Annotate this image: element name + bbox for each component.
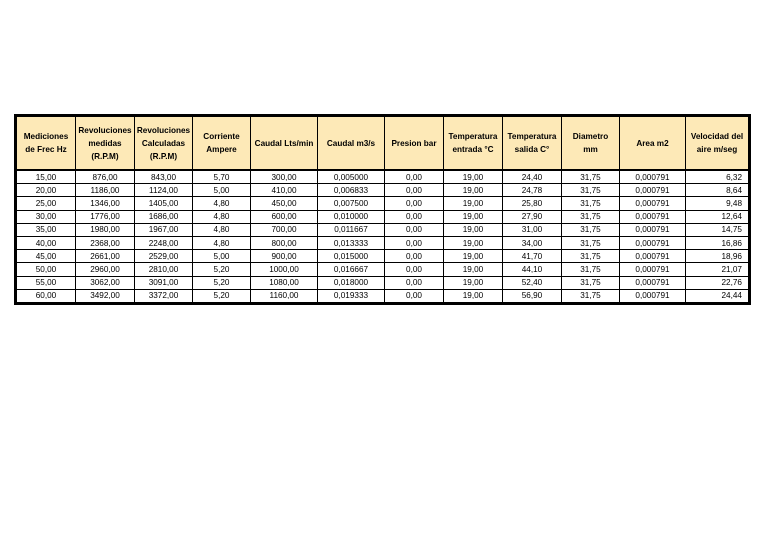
cell-diametro: 31,75 (562, 197, 620, 210)
cell-presion: 0,00 (385, 276, 444, 289)
cell-diametro: 31,75 (562, 250, 620, 263)
cell-caudal-lts: 1000,00 (251, 263, 318, 276)
cell-rpm-medidas: 3492,00 (76, 289, 135, 302)
table-row (17, 276, 749, 289)
cell-temp-salida: 31,00 (503, 223, 562, 236)
cell-frecuencia: 60,00 (17, 289, 76, 302)
cell-caudal-m3s: 0,010000 (318, 210, 385, 223)
cell-rpm-medidas: 2960,00 (76, 263, 135, 276)
cell-presion: 0,00 (385, 170, 444, 184)
cell-area: 0,000791 (620, 276, 686, 289)
header-rpm-medidas: Revoluciones medidas (R.P.M) (76, 117, 135, 171)
cell-diametro: 31,75 (562, 210, 620, 223)
cell-rpm-calculadas: 1405,00 (135, 197, 193, 210)
cell-corriente: 5,20 (193, 289, 251, 302)
cell-temp-entrada: 19,00 (444, 184, 503, 197)
cell-frecuencia: 20,00 (17, 184, 76, 197)
cell-velocidad: 16,86 (686, 236, 749, 249)
table-row (17, 184, 749, 197)
cell-diametro: 31,75 (562, 263, 620, 276)
cell-caudal-m3s: 0,013333 (318, 236, 385, 249)
cell-diametro: 31,75 (562, 289, 620, 302)
cell-presion: 0,00 (385, 250, 444, 263)
header-frecuencia: Mediciones de Frec Hz (17, 117, 76, 171)
cell-corriente: 5,00 (193, 250, 251, 263)
cell-temp-entrada: 19,00 (444, 289, 503, 302)
cell-diametro: 31,75 (562, 236, 620, 249)
cell-velocidad: 22,76 (686, 276, 749, 289)
cell-temp-entrada: 19,00 (444, 250, 503, 263)
cell-caudal-lts: 900,00 (251, 250, 318, 263)
cell-corriente: 4,80 (193, 223, 251, 236)
table-row (17, 170, 749, 184)
cell-frecuencia: 25,00 (17, 197, 76, 210)
cell-caudal-lts: 1080,00 (251, 276, 318, 289)
cell-rpm-medidas: 2661,00 (76, 250, 135, 263)
table-body (17, 170, 749, 302)
cell-presion: 0,00 (385, 197, 444, 210)
cell-rpm-medidas: 1186,00 (76, 184, 135, 197)
cell-frecuencia: 40,00 (17, 236, 76, 249)
cell-velocidad: 14,75 (686, 223, 749, 236)
cell-presion: 0,00 (385, 210, 444, 223)
cell-frecuencia: 45,00 (17, 250, 76, 263)
header-caudal-m3s: Caudal m3/s (318, 117, 385, 171)
header-velocidad: Velocidad del aire m/seg (686, 117, 749, 171)
cell-area: 0,000791 (620, 289, 686, 302)
cell-area: 0,000791 (620, 236, 686, 249)
cell-temp-salida: 52,40 (503, 276, 562, 289)
cell-corriente: 5,20 (193, 263, 251, 276)
cell-presion: 0,00 (385, 184, 444, 197)
cell-caudal-m3s: 0,006833 (318, 184, 385, 197)
cell-temp-salida: 24,40 (503, 170, 562, 184)
cell-caudal-m3s: 0,019333 (318, 289, 385, 302)
cell-presion: 0,00 (385, 263, 444, 276)
cell-rpm-calculadas: 2529,00 (135, 250, 193, 263)
cell-rpm-calculadas: 2248,00 (135, 236, 193, 249)
header-diametro: Diametro mm (562, 117, 620, 171)
cell-rpm-calculadas: 2810,00 (135, 263, 193, 276)
cell-rpm-calculadas: 1124,00 (135, 184, 193, 197)
table-row (17, 263, 749, 276)
cell-caudal-m3s: 0,005000 (318, 170, 385, 184)
cell-frecuencia: 30,00 (17, 210, 76, 223)
table-row (17, 197, 749, 210)
cell-area: 0,000791 (620, 170, 686, 184)
cell-corriente: 4,80 (193, 236, 251, 249)
cell-caudal-m3s: 0,018000 (318, 276, 385, 289)
header-area: Area m2 (620, 117, 686, 171)
cell-corriente: 5,00 (193, 184, 251, 197)
cell-caudal-lts: 300,00 (251, 170, 318, 184)
cell-temp-salida: 25,80 (503, 197, 562, 210)
cell-caudal-lts: 800,00 (251, 236, 318, 249)
cell-velocidad: 8,64 (686, 184, 749, 197)
cell-area: 0,000791 (620, 263, 686, 276)
cell-temp-salida: 27,90 (503, 210, 562, 223)
cell-velocidad: 6,32 (686, 170, 749, 184)
cell-area: 0,000791 (620, 197, 686, 210)
cell-area: 0,000791 (620, 184, 686, 197)
cell-velocidad: 12,64 (686, 210, 749, 223)
cell-rpm-medidas: 3062,00 (76, 276, 135, 289)
cell-caudal-lts: 700,00 (251, 223, 318, 236)
cell-caudal-m3s: 0,015000 (318, 250, 385, 263)
cell-presion: 0,00 (385, 236, 444, 249)
cell-caudal-lts: 1160,00 (251, 289, 318, 302)
table-row (17, 289, 749, 302)
cell-rpm-medidas: 1980,00 (76, 223, 135, 236)
cell-diametro: 31,75 (562, 276, 620, 289)
header-caudal-lts: Caudal Lts/min (251, 117, 318, 171)
cell-temp-salida: 24,78 (503, 184, 562, 197)
cell-corriente: 4,80 (193, 197, 251, 210)
cell-diametro: 31,75 (562, 223, 620, 236)
cell-caudal-lts: 410,00 (251, 184, 318, 197)
cell-presion: 0,00 (385, 223, 444, 236)
spreadsheet-area (16, 116, 748, 303)
cell-velocidad: 21,07 (686, 263, 749, 276)
cell-caudal-m3s: 0,007500 (318, 197, 385, 210)
cell-rpm-calculadas: 843,00 (135, 170, 193, 184)
cell-temp-entrada: 19,00 (444, 170, 503, 184)
cell-corriente: 5,70 (193, 170, 251, 184)
cell-temp-entrada: 19,00 (444, 210, 503, 223)
cell-temp-salida: 44,10 (503, 263, 562, 276)
cell-frecuencia: 35,00 (17, 223, 76, 236)
cell-rpm-medidas: 1346,00 (76, 197, 135, 210)
cell-rpm-calculadas: 3091,00 (135, 276, 193, 289)
header-temp-entrada: Temperatura entrada °C (444, 117, 503, 171)
header-corriente: Corriente Ampere (193, 117, 251, 171)
header-row (17, 117, 749, 171)
cell-velocidad: 9,48 (686, 197, 749, 210)
header-temp-salida: Temperatura salida C° (503, 117, 562, 171)
cell-caudal-lts: 600,00 (251, 210, 318, 223)
cell-temp-entrada: 19,00 (444, 263, 503, 276)
cell-frecuencia: 50,00 (17, 263, 76, 276)
cell-caudal-m3s: 0,011667 (318, 223, 385, 236)
cell-rpm-calculadas: 1686,00 (135, 210, 193, 223)
cell-area: 0,000791 (620, 210, 686, 223)
cell-temp-entrada: 19,00 (444, 236, 503, 249)
cell-presion: 0,00 (385, 289, 444, 302)
cell-rpm-calculadas: 3372,00 (135, 289, 193, 302)
header-presion: Presion bar (385, 117, 444, 171)
cell-frecuencia: 15,00 (17, 170, 76, 184)
cell-temp-entrada: 19,00 (444, 223, 503, 236)
cell-temp-salida: 56,90 (503, 289, 562, 302)
cell-caudal-m3s: 0,016667 (318, 263, 385, 276)
cell-diametro: 31,75 (562, 170, 620, 184)
cell-area: 0,000791 (620, 250, 686, 263)
cell-temp-salida: 41,70 (503, 250, 562, 263)
measurements-table (16, 116, 749, 303)
table-row (17, 223, 749, 236)
cell-area: 0,000791 (620, 223, 686, 236)
table-row (17, 250, 749, 263)
cell-velocidad: 18,96 (686, 250, 749, 263)
cell-rpm-medidas: 876,00 (76, 170, 135, 184)
cell-temp-entrada: 19,00 (444, 276, 503, 289)
cell-corriente: 5,20 (193, 276, 251, 289)
cell-temp-entrada: 19,00 (444, 197, 503, 210)
cell-caudal-lts: 450,00 (251, 197, 318, 210)
cell-rpm-calculadas: 1967,00 (135, 223, 193, 236)
cell-diametro: 31,75 (562, 184, 620, 197)
cell-temp-salida: 34,00 (503, 236, 562, 249)
cell-velocidad: 24,44 (686, 289, 749, 302)
cell-frecuencia: 55,00 (17, 276, 76, 289)
cell-rpm-medidas: 1776,00 (76, 210, 135, 223)
header-rpm-calculadas: Revoluciones Calculadas (R.P.M) (135, 117, 193, 171)
table-row (17, 210, 749, 223)
cell-corriente: 4,80 (193, 210, 251, 223)
table-row (17, 236, 749, 249)
cell-rpm-medidas: 2368,00 (76, 236, 135, 249)
